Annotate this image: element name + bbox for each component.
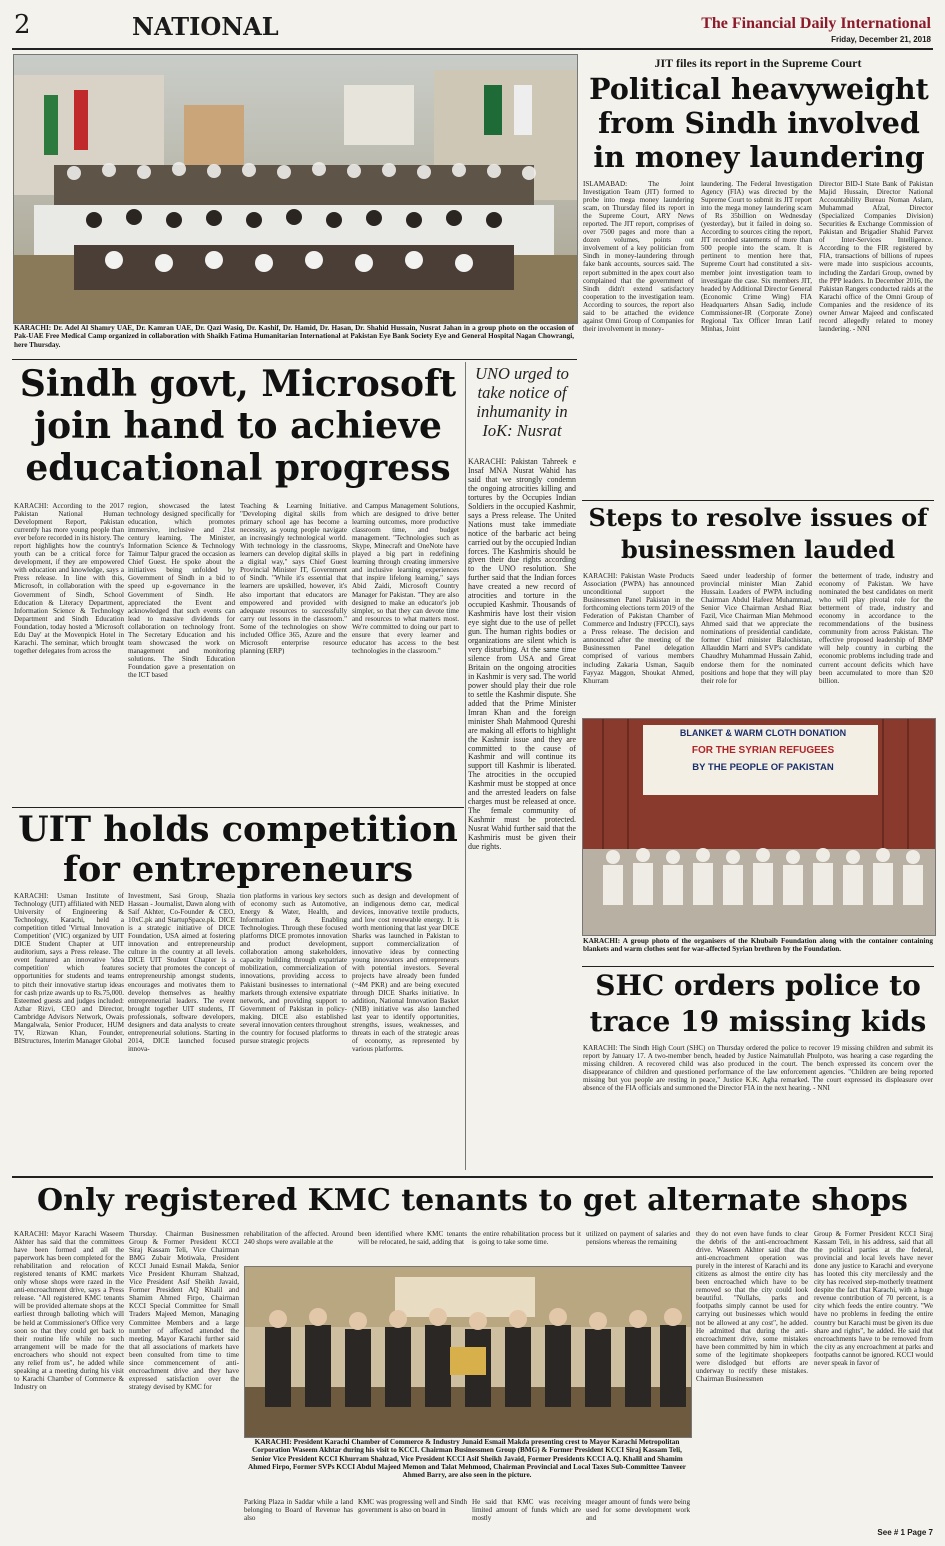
uno-headline: UNO urged to take notice of inhumanity in IoK: Nusrat (475, 364, 569, 440)
kmc-caption: KARACHI: President Karachi Chamber of Commerce & Industry Junaid Esmail Makda presenting crest to Mayor Karachi Metropolitan Corporation Waseem Akhtar during his visit to KCCI. Chairman Businessmen Group (BMG) & Former President KCCI Siraj Kassam Teli, Senior Vice President KCCI Khurram Shahzad, Vice President KCCI Asif Sheikh Javaid, Former Presidents KCCI A.Q. Khalil and Shamim Ahmed Firpo, Former SVPs KCCI Abdul Majeed Memon and Talat Mehmood, Chairman Provincial and Local Taxes Sub-Committee Tanveer Ahmed Barry, are also seen in the picture. (248, 1438, 686, 1480)
uno-body: KARACHI: Pakistan Tahreek e Insaf MNA Nusrat Wahid has said that we strongly condemn the ongoing atrocities killing and tortures by the Occupies Indian Soldiers in the occupied Kashmir, says a Press release. The United Nations must take immediate notice of the barbaric act being carried out by the occupied Indian forces. The Kashmiris should be given their due rights according to the UNO resolution. She further said that the Indian forces have created a new record of atrocities and torture in the occupied Kashmir. Thousands of Kashmiris have lost their vision eye sight due to the use of pellet gun. The human rights bodies or organizations are silent which is very disturbing. At the same time silence from USA and Great Britain on the ongoing atrocities in Kashmir is very sad. The world power should play their due role to settle the Kashmir dispute. She added that the Prime Minister Imran Khan and the foreign minister Shah Mahmood Qureshi are making all efforts to highlight the Kashmir issue and they are committed to the cause of Kashmir and will continue its support till Kashmir is liberated. The atrocities in the occupied Kashmir must be stopped at once and the arrested leaders on false charges must be released at once. The female community of Kashmir must be protected. Nusrat Wahid further said that the Kashmiris must be given their due rights. (468, 458, 576, 851)
paper-name: The Financial Daily International (701, 15, 931, 32)
kmc-column-4-bottom: KMC was progressing well and Sindh government is also on board in (358, 1498, 467, 1515)
microsoft-headline: Sindh govt, Microsoft join hand to achieve educational progress (19, 363, 457, 489)
kmc-column-8: Group & Former President KCCI Siraj Kassam Teli, in his address, said that all the political parties at the federal, provincial and local levels have never done any justice to Karachi and everyone has looted this city mercilessly and the city has received step-motherly treatment despite the fact that Karachi, with a huge revenue contribution of 70 percent, is a city which feeds the entire country. "We have no problems in feeding the entire country but Karachi must be given its due share and rights", he added. He said that encroachments have to be removed from the city as any encroachment at parks and footpaths cannot be ignored. KCCI would never speak in favor of (814, 1230, 933, 1367)
shc-headline: SHC orders police to trace 19 missing kids (589, 969, 927, 1038)
steps-column-1: KARACHI: Pakistan Waste Products Association (PWPA) has announced unconditional support the Businessmen Panel Pakistan in the forthcoming elections term 2019 of the Federation of Pakistan Chamber of Commerce and Industry (FPCCI), says a Press release. The decision and announced after the meeting of the Businessmen Panel delegation comprised of various members including Zakaria Usman, Saquib Fayyaz Maggon, Shoukat Ahmed, Khurram (583, 572, 694, 685)
steps-column-2: Saeed under leadership of former provincial minister Mian Zahid Hussain. Leaders of PWPA including Chairman Abdul Hafeez Muhammad, Senior Vice Chairman Arshad Riaz Fazil, Vice Chairman Mian Mehmood Ahmed said that we appreciate the nominations of presidential candidate, former Chief minister Balochistan, Allauddin Marri and SVP's candidate Chaudhry Muhammad Hussain Zahid, endorse them for the nominated positions and hope that they will play their role for (701, 572, 812, 685)
kmc-column-6-bottom: meager amount of funds were being used for some development work and (586, 1498, 690, 1523)
jit-column-1: ISLAMABAD: The Joint Investigation Team (JIT) formed to probe into mega money laundering scam, on Thursday filed its report in the Supreme Court, ARY News reported. The JIT report, comprises of over 7500 pages and more than a dozen volumes, points out involvement of a key politician from Sindh in money-laundering through fake bank accounts, sources said. The report submitted in the apex court also complained that the government of Sindh didn't extend satisfactory cooperation to the investigation team. According to sources, the report also said to be attached the evidence against Omni Group of Companies for their involvement in money- (583, 180, 694, 333)
jit-column-3: Director BID-I State Bank of Pakistan Majid Hussain, Director National Accountability Bureau Noman Aslam, Muhammad Afzal, Director (Specialized Companies Division) Securities & Exchange Commission of Pakistan and Brigadier Shahid Parvez of Inter-Services Intelligence. According to the FIR registered by FIA, transactions of billions of rupees were made into suspicious accounts, including the Zardari Group, owned by the PPP leaders. In December 2016, the Pakistan Rangers conducted raids at the Karachi office of the Omni Group of Companies and the residence of its owner Anwar Majeed and confiscated record allegedly related to money laundering. - NNI (819, 180, 933, 333)
kmc-column-3-top: rehabilitation of the affected. Around 240 shops were available at the (244, 1230, 353, 1247)
rule-under-microsoft (12, 807, 464, 808)
microsoft-column-1: KARACHI: According to the 2017 Pakistan National Human Development Report, Pakistan currently has more young people than ever before recorded in its history. The report highlights how the country's youth can be a critical force for development, if they are empowered with education and knowledge, says a Press release. In line with this, Microsoft, in collaboration with the Government of Sindh, School Education & Literacy Department, Information Science & Technology Department and Sindh Education Foundation, today hosted a 'Microsoft Edu Day' at the Movenpick Hotel in Karachi. The seminar, which brought together delegates from across the (14, 502, 124, 655)
kmc-column-7: they do not even have funds to clear the debris of the anti-encroachment drive. Waseem Akhter said that the anti-encroachment operation was purely in the interest of Karachi and its citizens as almost the entire city has been encroached which have to be removed so that the city could look beautiful. "Nullahs, parks and footpaths simply cannot be used for carrying out businesses which would not be allowed at any cost", he added. He admitted that during the anti-encroachment drive, some mistakes have been committed by him in which some of the legitimate shopkeepers were dislodged but efforts are underway to rectify these mistakes. Chairman Businessmen (696, 1230, 808, 1383)
jit-kicker: JIT files its report in the Supreme Court (654, 56, 862, 70)
uit-column-2: Investment, Sasi Group, Shazia Hassan - Journalist, Dawn along with Saif Akhter, Co-Founder & CEO, 10xC.pk and StartupSpace.pk. DICE is a strategic initiative of DICE Foundation, USA aimed at fostering innovation and entrepreneurship culture in the country at all levels. DICE UIT Student Chapter is a society that promotes the concept of entrepreneurship amongst students, encourages and motivates them to develop themselves as healthy entrepreneurial leaders. The event brought together UIT students, IT professionals, software developers, designers and data analysts to create entrepreneurial solutions. Starting in 2014, DICE launched focused innova- (128, 892, 235, 1053)
khubaib-banner-line-3: BY THE PEOPLE OF PAKISTAN (692, 762, 834, 773)
kmc-photo (244, 1266, 692, 1438)
kmc-column-2: Thursday. Chairman Businessmen Group & Former President KCCI Siraj Kassam Teli, Vice Chairman BMG Zubair Motiwala, President KCCI Junaid Esmail Makda, Senior Vice President Khurram Shahzad, Vice President Asif Sheikh Javaid, Former President AQ Khalil and Shamim Ahmed Firpo, Chairman KCCI Special Committee for Small Traders Majeed Memon, Managing Committee Members and a large number of affected attended the meeting. Mayor Karachi further said that all associations of markets have been consulted from time to time since commencement of anti-encroachment drive and they have expressed satisfaction over the strategy devised by KMC for (129, 1230, 239, 1391)
uit-column-4: such as design and development of an indigenous demo car, medical devices, innovative textile products, and low cost renewable energy. It is worth mentioning that last year DICE Sharks was launched in Pakistan to support commercialization of innovative ideas by connecting young innovators and entrepreneurs with potential investors. Several projects have already been funded (~4M PKR) and are being executed through DICE Sharks initiative. In addition, National Innovation Basket (NIB) initiative was also launched last year to identify opportunities, strengths, issues, weaknesses, and threats in each of the strategic areas of economy, as represented by various platforms. (352, 892, 459, 1053)
uit-headline: UIT holds competition for entrepreneurs (18, 809, 458, 890)
rule-under-photo (12, 359, 577, 360)
microsoft-column-4: and Campus Management Solutions, which are designed to drive better learning outcomes, more productive classroom time, and budget management. "Technologies such as Skype, Minecraft and OneNote have played a big part in redefining learning through creating immersive and inclusive learning experiences that inspire lifelong learning," says Abid Zaidi, Microsoft Country Manager for Pakistan. "They are also designed to make an educator's job simpler, so that they can devote time and resources to what matters most. We're committed to doing our part to ensure that every learner and educator has access to the best technologies in the classroom." (352, 502, 459, 655)
medical-camp-photo (13, 54, 578, 324)
khubaib-banner-line-2: FOR THE SYRIAN REFUGEES (691, 745, 835, 756)
page-number: 2 (14, 10, 31, 40)
uno-divider (465, 362, 466, 1170)
kmc-image (245, 1267, 691, 1437)
uit-column-1: KARACHI: Usman Institute of Technology (UIT) affiliated with NED University of Engineering & Technology, Karachi, held a competition titled 'Virtual Innovation Competition' (VIC) organized by UIT DICE Student Chapter at UIT auditorium, says a Press release. The event featured an innovative 'idea competition' which features opportunities for students and teams to pitch their innovative startup ideas for cash prize awards up to Rs.75,000. Esteemed guests and judges included: Azhar Rizvi, CEO and Director, Cambridge Advisors Network, Owais Mangalwala, Senior Producer, HUM TV, Rizwan Khan, Founder, BIStructures, Interim Manager Global (14, 892, 124, 1045)
khubaib-caption: KARACHI: A group photo of the organisers of the Khubaib Foundation along with the container containing blankets and warm clothes sent for war-affected Syrian brethren by the Foundation. (583, 937, 933, 954)
kmc-column-5-top: the entire rehabilitation process but it is going to take some time. (472, 1230, 581, 1247)
kmc-column-6-top: utilized on payment of salaries and pensions whereas the remaining (586, 1230, 690, 1247)
medical-camp-caption: KARACHI: Dr. Adel Al Shamry UAE, Dr. Kamran UAE, Dr. Qazi Wasiq, Dr. Kashif, Dr. Hamid, Dr. Hasan, Dr. Shahid Hussain, Nusrat Jahan in a group photo on the occasion of Pak-UAE Free Medical Camp organized in collaboration with Shaikh Fatima Humanitarian International at Pakistan Eye Bank Society Eye and General Hospital Nagan Chowrangi, here Thursday. (14, 324, 574, 349)
microsoft-column-2: region, showcased the latest technology designed specifically for education, which promotes immersive, inclusive and 21st century learning. The Minister, Information Science & Technology Taimur Talpur graced the occasion as Chief Guest. He spoke about the initiatives being unfolded by Government of Sindh in a bid to speed up e-governance in the Government of Sindh. He appreciated the Event and acknowledged that such events can lead to massive dividends for collaboration on technology front. The Secretary Education and his team showcased the work on management and monitoring solutions. The Sindh Education Foundation gave a presentation on the ICT based (128, 502, 235, 679)
rule-under-khubaib (582, 966, 934, 967)
steps-column-3: the betterment of trade, industry and economy of Pakistan. We have nominated the best candidates on merit who will play pivotal role for the betterment of trade, industry and economy in accordance to the recommendations of the business community from across Pakistan. The effective proposed leadership of BMP will help country in curbing the economic problems including trade and current account deficits which have been accumulated to more than $20 billion. (819, 572, 933, 685)
kmc-jump-link[interactable]: See # 1 Page 7 (877, 1528, 933, 1537)
medical-camp-image (14, 55, 577, 323)
rule-under-jit (582, 500, 934, 501)
section-title: NATIONAL (132, 12, 279, 41)
jit-column-2: laundering. The Federal Investigation Agency (FIA) was directed by the Supreme Court to submit its JIT report into the mega money laundering scam of Rs 35billion on Wednesday (yesterday), but it failed in doing so. According to sources citing the report, JIT recorded statements of more than 500 people into the scam. It is pertinent to mention here that, Supreme Court had constituted a six-member joint investigation team to investigate the case. Six members JIT, headed by Additional Director General (Economic Crime Wing) FIA Headquarters Ahsan Sadiq, include Commissioner-IR (Corporate Zone) Regional Tax Officer Imran Latif Minhas, Joint (701, 180, 812, 333)
masthead-rule (12, 48, 933, 50)
uit-column-3: tion platforms in various key sectors of economy such as Automotive, Energy & Water, Health, and Information & Enabling Technologies. Through these focused platforms DICE promotes innovation and product development, collaboration among stakeholders, capacity building through expatriate mobilization, commercialization of innovations, providing access to Pakistani businesses to international markets through extensive expatriate network, and providing support to Government of Pakistan in policy-making. DICE also established several innovation centers throughout the country for focused platforms to pursue strategic projects (240, 892, 347, 1045)
kmc-column-3-bottom: Parking Plaza in Saddar while a land belonging to Board of Revenue has also (244, 1498, 353, 1523)
kmc-column-1: KARACHI: Mayor Karachi Waseem Akhter has said that the committees have been formed and all the paperwork has been completed for the rehabilitation and relocation of registered tenants of KMC markets only whose shops were razed in the anti-encroachment drive, says a Press release. "All registered KMC tenants will be provided alternate shops at the earliest through balloting which will be held at Commissioner's Office very soon so that they could get back to their routine life while no such arrangement will be made for the encroachers who should not expect any relief from us", he added while speaking at a meeting during his visit to Karachi Chamber of Commerce & Industry on (14, 1230, 124, 1391)
kmc-headline: Only registered KMC tenants to get alternate shops (37, 1183, 908, 1218)
shc-body: KARACHI: The Sindh High Court (SHC) on Thursday ordered the police to recover 19 missing children and submit its report by January 17. A two-member bench, headed by Justice Naimatullah Phulpoto, was hearing a case regarding the missing children. A recovered child was also produced in the court. The bench expressed its concern over the disappearance of children and questioned performance of the law enforcement agencies. "Children are being reported missing but you people are resting in peace," Justice K.K. Agha remarked. The court expressed its displeasure over absence of the FIA officials and summoned the Director FIA in the next hearing. - NNI (583, 1044, 933, 1093)
kmc-column-5-bottom: He said that KMC was receiving limited amount of funds which are mostly (472, 1498, 581, 1523)
khubaib-banner-line-1: BLANKET & WARM CLOTH DONATION (679, 728, 847, 738)
microsoft-column-3: Teaching & Learning Initiative. "Developing digital skills from primary school age has become a necessity, as young people navigate an increasingly technological world. With technology in the classrooms, learners can develop digital skills in a digital way," says Chief Guest Provincial Minister IT, Government of Sindh. "While it's essential that learners are upskilled, however, it's also important that educators are empowered and provided with adequate resources to successfully carry out lessons in the classroom." Some of the technologies on show included Office 365, Azure and the Microsoft enterprise resource planning (ERP) (240, 502, 347, 655)
steps-headline: Steps to resolve issues of businessmen lauded (588, 503, 928, 564)
kmc-column-4-top: been identified where KMC tenants will be relocated, he said, adding that (358, 1230, 467, 1247)
issue-date: Friday, December 21, 2018 (831, 35, 931, 44)
jit-headline: Political heavyweight from Sindh involved in money laundering (589, 72, 929, 174)
